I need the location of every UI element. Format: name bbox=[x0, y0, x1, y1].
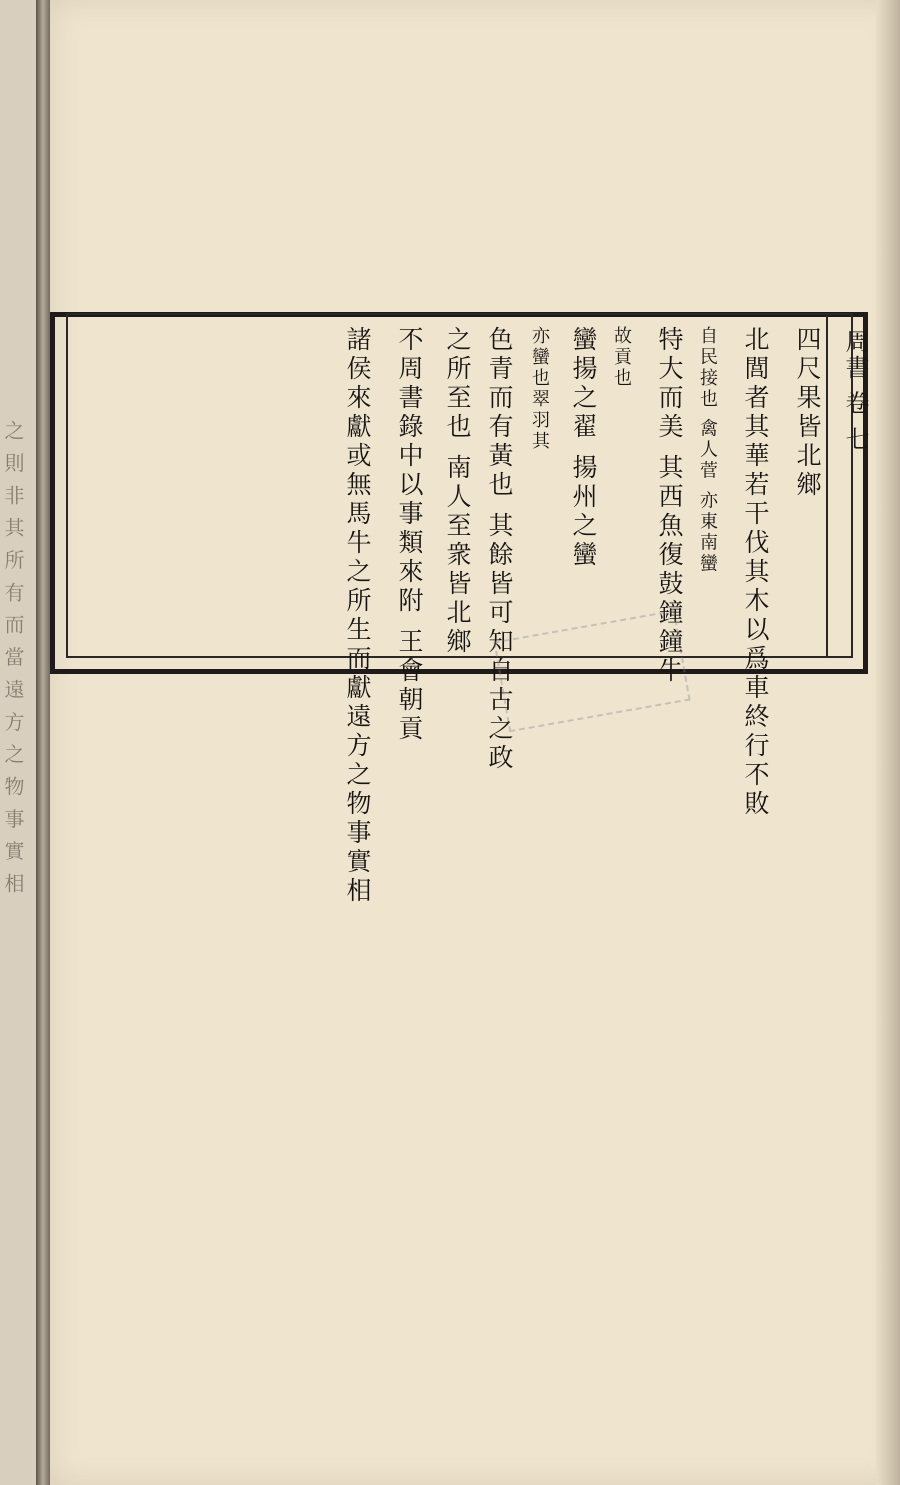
left-page-text: 之 則 非 其 所 有 而 當 遠 方 之 物 事 實 相 bbox=[1, 420, 25, 897]
text-column-5: 故貢也 bbox=[611, 326, 632, 389]
text-column-7: 亦蠻也翠羽其 bbox=[529, 326, 550, 452]
text-column-10: 不周書錄中以事類來附 王會朝貢 bbox=[395, 326, 424, 744]
text-column-8: 色青而有黃也 其餘皆可知自古之政 bbox=[485, 326, 514, 773]
text-column-1: 四尺果皆北鄉 bbox=[793, 326, 822, 500]
banxin-title: 周書 卷 七 bbox=[841, 329, 869, 453]
text-column-9: 之所至也 南人至衆皆北鄉 bbox=[443, 326, 472, 657]
text-column-11: 諸侯來獻或無馬牛之所生而獻遠方之物事實相 bbox=[343, 326, 372, 906]
binding-gutter bbox=[36, 0, 50, 1485]
page-fore-edge bbox=[876, 0, 900, 1485]
text-column-2: 北閭者其華若干伐其木以爲車終行不敗 bbox=[741, 326, 770, 819]
text-column-4: 特大而美 其西魚復鼓鐘鐘牛 bbox=[655, 326, 684, 686]
text-column-3: 自民接也 禽人菅 亦東南蠻 bbox=[697, 326, 718, 575]
page-leaf bbox=[50, 0, 900, 1485]
text-column-6: 蠻揚之翟 揚州之蠻 bbox=[569, 326, 598, 570]
